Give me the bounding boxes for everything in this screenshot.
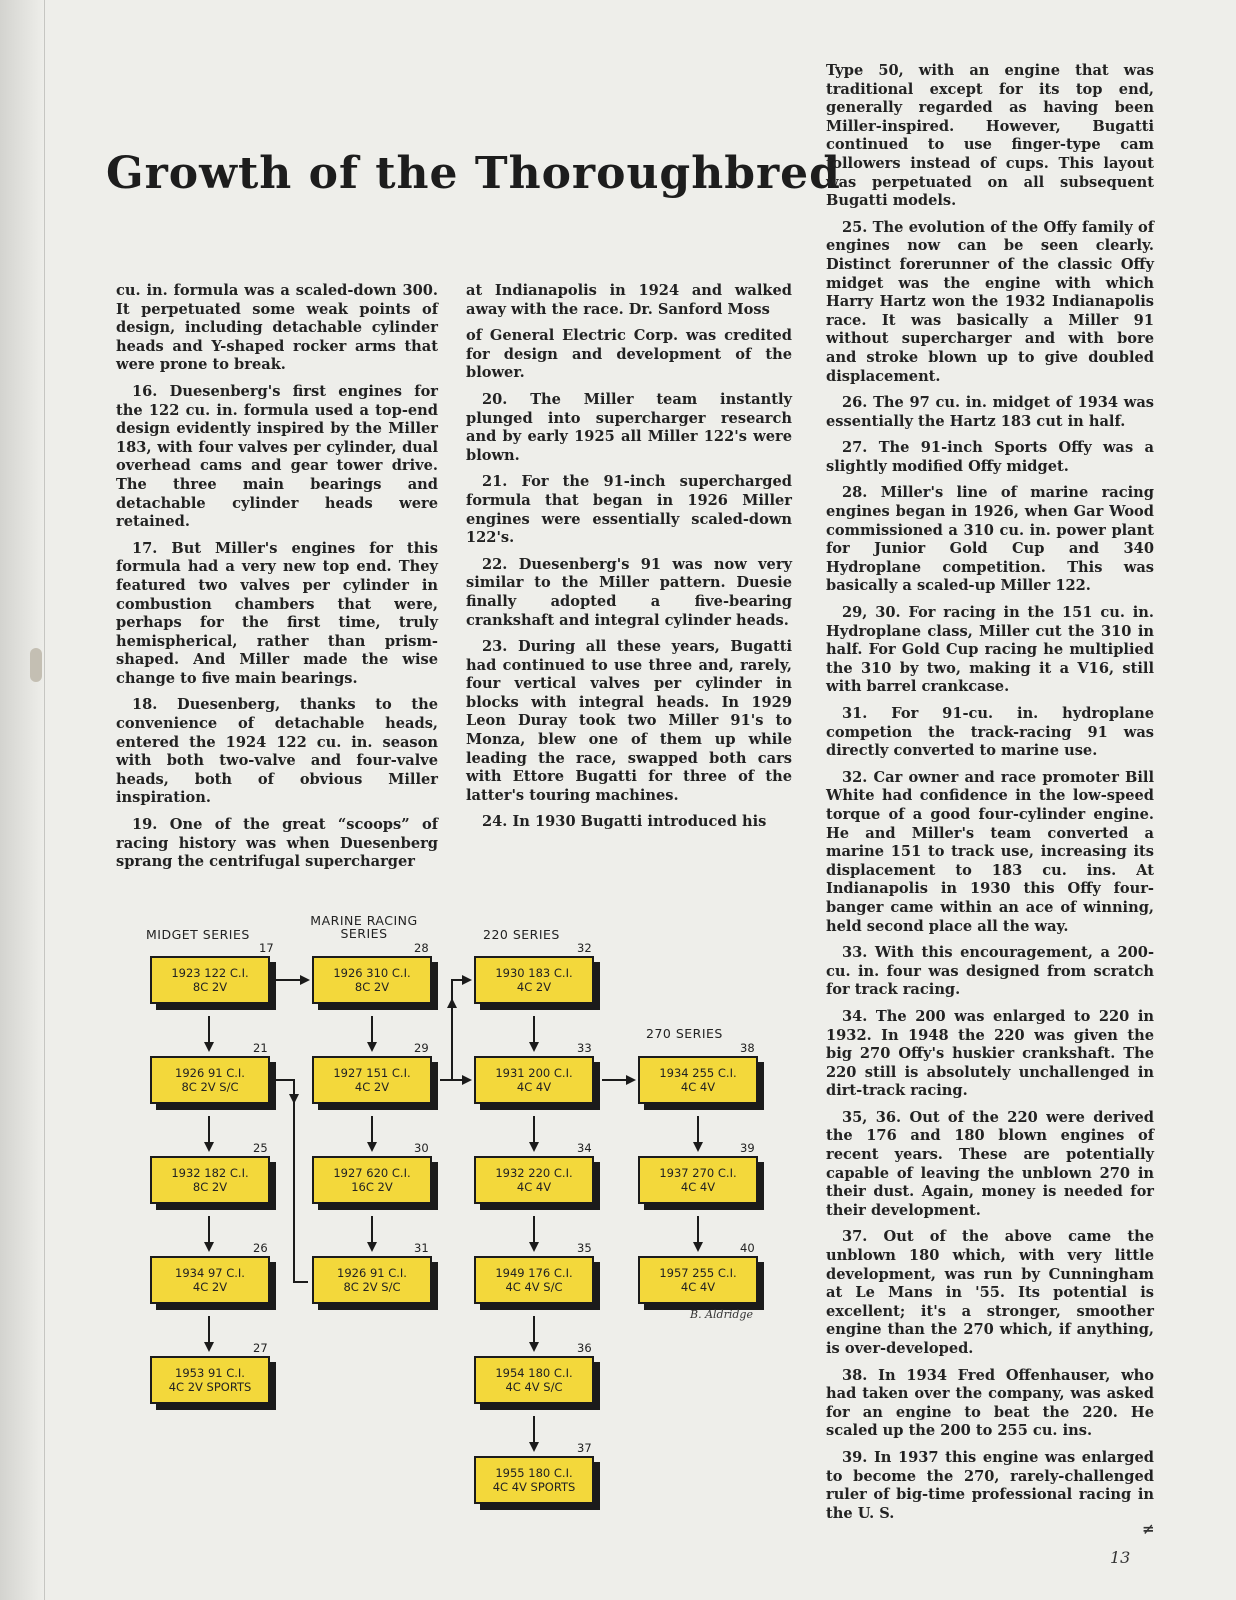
arrow-21-31 [276,1080,308,1282]
page-number: 13 [1110,1548,1131,1567]
engine-box-17 [150,956,270,1004]
engine-config: 8C 2V S/C [181,1080,239,1094]
engine-config: 16C 2V [351,1180,393,1194]
paragraph: 22. Duesenberg's 91 was now very similar to the Miller pattern. Duesie finally adopted a five-bearing crankshaft and integral cylinder heads. [466,555,792,629]
engine-box-25 [150,1156,270,1204]
artist-signature: B. Aldridge [690,1308,753,1321]
engine-spec: 1932 220 C.I. [495,1166,573,1180]
engine-config: 4C 4V S/C [505,1280,563,1294]
paragraph: 28. Miller's line of marine racing engines began in 1926, when Gar Wood commissioned a 310 cu. in. power plant for Junior Gold Cup and 340 Hydroplane competition. This was basically a scaled-up Miller 122. [826,484,1154,595]
engine-spec: 1926 91 C.I. [337,1266,407,1280]
box-number: 28 [414,941,429,955]
engine-config: 8C 2V [192,980,228,994]
paragraph: 33. With this encouragement, a 200-cu. in. four was designed from scratch for track racing. [826,944,1154,999]
engine-box-36 [474,1356,594,1404]
engine-box-35 [474,1256,594,1304]
box-number: 35 [577,1241,592,1255]
engine-config: 4C 4V SPORTS [492,1480,576,1494]
paragraph: cu. in. formula was a scaled-down 300. It perpetuated some weak points of design, including detachable cylinder heads and Y-shaped rocker arms that were prone to break. [116,282,438,374]
paragraph: 35, 36. Out of the 220 were derived the 176 and 180 blown engines of recent years. These are potentially capable of leaving the unblown 270 in their dust. Again, money is needed for their development. [826,1108,1154,1219]
engine-spec: 1926 91 C.I. [175,1066,245,1080]
box-number: 26 [253,1241,268,1255]
paragraph: of General Electric Corp. was credited for design and development of the blower. [466,327,792,382]
engine-spec: 1926 310 C.I. [333,966,411,980]
series-label-marine-line1: MARINE RACING [310,913,418,928]
engine-box-29 [312,1056,432,1104]
box-number: 37 [577,1441,592,1455]
paragraph: 38. In 1934 Fred Offenhauser, who had taken over the company, was asked for an engine to beat the 220. He scaled up the 200 to 255 cu. ins. [826,1366,1154,1440]
engine-config: 4C 4V [680,1180,716,1194]
engine-config: 4C 4V [680,1080,716,1094]
engine-box-38 [638,1056,758,1104]
engine-spec: 1957 255 C.I. [659,1266,737,1280]
engine-box-32 [474,956,594,1004]
paragraph: 20. The Miller team instantly plunged into supercharger research and by early 1925 all Miller 122's were blown. [466,390,792,464]
engine-spec: 1930 183 C.I. [495,966,573,980]
engine-config: 4C 2V [192,1280,228,1294]
box-number: 27 [253,1341,268,1355]
engine-spec: 1927 620 C.I. [333,1166,411,1180]
arrow-29-32 [440,980,470,1080]
box-number: 17 [259,941,274,955]
paragraph: 31. For 91-cu. in. hydroplane competion the track-racing 91 was directly converted to marine use. [826,705,1154,760]
engine-box-37 [474,1456,594,1504]
box-number: 29 [414,1041,429,1055]
series-label-midget: MIDGET SERIES [146,927,250,942]
box-number: 34 [577,1141,592,1155]
engine-spec: 1949 176 C.I. [495,1266,573,1280]
engine-spec: 1923 122 C.I. [171,966,249,980]
engine-spec: 1927 151 C.I. [333,1066,411,1080]
engine-config: 4C 2V [516,980,552,994]
series-label-marine-line2: SERIES [340,926,388,941]
engine-spec: 1932 182 C.I. [171,1166,249,1180]
engine-box-26 [150,1256,270,1304]
engine-box-21 [150,1056,270,1104]
box-number: 30 [414,1141,429,1155]
series-label-270: 270 SERIES [646,1026,723,1041]
engine-config: 4C 4V [516,1180,552,1194]
paragraph: 25. The evolution of the Offy family of engines now can be seen clearly. Distinct forerunner of the classic Offy midget was the engine with which Harry Hartz won the 1932 Indianapolis race. It was basically a Miller 91 without supercharger and with bore and stroke blown up to give doubled displacement. [826,218,1154,385]
engine-box-30 [312,1156,432,1204]
engine-config: 4C 4V S/C [505,1380,563,1394]
paragraph: at Indianapolis in 1924 and walked away with the race. Dr. Sanford Moss [466,282,792,318]
paragraph: 18. Duesenberg, thanks to the convenience of detachable heads, entered the 1924 122 cu. in. season with both two-valve and four-valve heads, both of obvious Miller inspiration. [116,696,438,807]
paragraph: 17. But Miller's engines for this formula had a very new top end. They featured two valves per cylinder in combustion chambers that were, perhaps for the first time, truly hemispherical, rather than prism-shaped. And Miller made the wise change to five main bearings. [116,539,438,687]
end-mark: ≠ [1142,1520,1155,1538]
paragraph: 32. Car owner and race promoter Bill White had confidence in the low-speed torque of a good four-cylinder engine. He and Miller's team converted a marine 151 to track use, increasing its displacement to 183 cu. ins. At Indianapolis in 1930 this Offy four-banger came within an ace of winning, held second place all the way. [826,768,1154,935]
engine-spec: 1931 200 C.I. [495,1066,573,1080]
engine-spec: 1954 180 C.I. [495,1366,573,1380]
box-number: 21 [253,1041,268,1055]
engine-box-28 [312,956,432,1004]
engine-box-34 [474,1156,594,1204]
engine-box-39 [638,1156,758,1204]
engine-spec: 1934 97 C.I. [175,1266,245,1280]
box-number: 32 [577,941,592,955]
box-number: 40 [740,1241,755,1255]
box-number: 36 [577,1341,592,1355]
engine-config: 4C 2V [354,1080,390,1094]
paragraph: 24. In 1930 Bugatti introduced his [482,813,767,831]
engine-spec: 1934 255 C.I. [659,1066,737,1080]
engine-box-33 [474,1056,594,1104]
paragraph: 39. In 1937 this engine was enlarged to become the 270, rarely-challenged ruler of big-time professional racing in the U. S. [826,1448,1154,1522]
engine-box-40 [638,1256,758,1304]
page-title: Growth of the Thoroughbred [106,148,841,199]
paragraph: 26. The 97 cu. in. midget of 1934 was essentially the Hartz 183 cut in half. [826,394,1154,430]
paragraph: Type 50, with an engine that was traditional except for its top end, generally regarded as having been Miller-inspired. However, Bugatti continued to use finger-type cam followers instead of cups. This layout was perpetuated on all subsequent Bugatti models. [826,62,1154,210]
engine-config: 8C 2V [192,1180,228,1194]
paragraph: 29, 30. For racing in the 151 cu. in. Hydroplane class, Miller cut the 310 in half. For Gold Cup racing he multiplied the 310 by two, making it a V16, still with barrel crankcase. [826,604,1154,696]
engine-spec: 1953 91 C.I. [175,1366,245,1380]
paragraph: 23. During all these years, Bugatti had continued to use three and, rarely, four vertical valves per cylinder in blocks with integral heads. In 1929 Leon Duray took two Miller 91's to Monza, blew one of them up while leading the race, swapped both cars with Ettore Bugatti for three of the latter's touring machines. [466,638,792,804]
engine-config: 4C 4V [680,1280,716,1294]
paragraph: 34. The 200 was enlarged to 220 in 1932. In 1948 the 220 was given the big 270 Offy's huskier crankshaft. The 220 still is absolutely unchallenged in dirt-track racing. [826,1007,1154,1100]
paragraph: 27. The 91-inch Sports Offy was a slightly modified Offy midget. [826,439,1154,475]
engine-config: 8C 2V S/C [343,1280,401,1294]
box-number: 33 [577,1041,592,1055]
box-number: 39 [740,1141,755,1155]
box-number: 38 [740,1041,755,1055]
engine-config: 4C 2V SPORTS [168,1380,252,1394]
paragraph: 16. Duesenberg's first engines for the 122 cu. in. formula used a top-end design evidently inspired by the Miller 183, with four valves per cylinder, dual overhead cams and gear tower drive. The three main bearings and detachable cylinder heads were retained. [116,382,438,531]
paragraph: 21. For the 91-inch supercharged formula that began in 1926 Miller engines were essentially scaled-down 122's. [466,473,792,547]
engine-spec: 1955 180 C.I. [495,1466,573,1480]
engine-config: 8C 2V [354,980,390,994]
box-number: 25 [253,1141,268,1155]
engine-spec: 1937 270 C.I. [659,1166,737,1180]
paragraph: 19. One of the great “scoops” of racing history was when Duesenberg sprang the centrifugal supercharger [116,816,438,871]
paragraph: 37. Out of the above came the unblown 180 which, with very little development, was run by Cunningham at Le Mans in '55. Its potential is excellent; it's a stronger, smoother engine than the 270 which, if anything, is over-developed. [826,1228,1154,1357]
engine-box-27 [150,1356,270,1404]
engine-box-31 [312,1256,432,1304]
engine-config: 4C 4V [516,1080,552,1094]
box-number: 31 [414,1241,429,1255]
series-label-220: 220 SERIES [483,927,560,942]
